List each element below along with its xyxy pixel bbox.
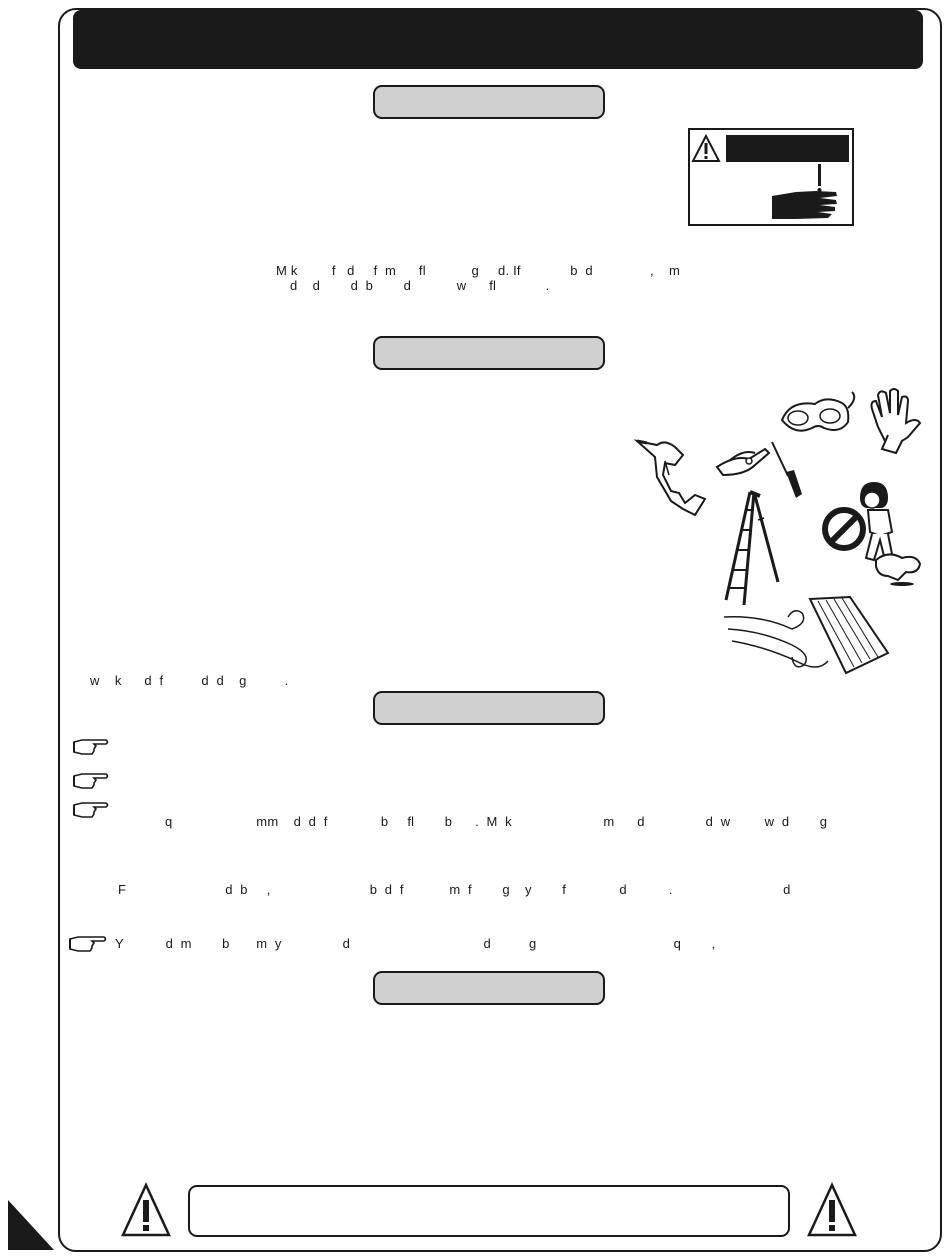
tools-illustration: [630, 385, 940, 680]
section3-line2: F d b , b d f m f g y f d . d: [118, 882, 791, 897]
pointing-hand-icon: [72, 771, 110, 791]
screwdriver-icon: [772, 442, 802, 498]
warning-triangle-icon: [806, 1182, 858, 1238]
safety-goggles-icon: [782, 392, 854, 431]
section1-line1: M k f d f m fl g d. If b d , m: [276, 263, 681, 278]
page-header-bar: [73, 10, 923, 69]
section-heading-2: [373, 336, 605, 370]
footer-warning-box: [188, 1185, 790, 1237]
caution-label: [688, 128, 854, 226]
section3-line1: q mm d d f b fl b . M k m d d w w d g: [165, 814, 828, 829]
section-heading-1: [373, 85, 605, 119]
step-ladder-icon: [726, 492, 778, 605]
page-corner-marker: [8, 1200, 54, 1250]
prohibition-icon: [825, 510, 863, 548]
pliers-icon: [717, 449, 769, 475]
section-heading-3: [373, 691, 605, 725]
power-drill-icon: [637, 441, 705, 515]
pointing-hand-icon: [68, 934, 108, 954]
child-and-dog-icon: [860, 482, 920, 586]
section-heading-4: [373, 971, 605, 1005]
warning-triangle-icon: [120, 1182, 172, 1238]
pointing-hand-icon: [72, 737, 110, 757]
work-gloves-icon: [872, 389, 921, 453]
pointing-hand-icon: [72, 800, 110, 820]
section1-line2: d d d b d w fl .: [290, 278, 550, 293]
section2-line1: w k d f d d g .: [90, 673, 289, 688]
wind-panel-icon: [724, 597, 888, 673]
section3-line3: Y d m b m y d d g q ,: [115, 936, 716, 951]
